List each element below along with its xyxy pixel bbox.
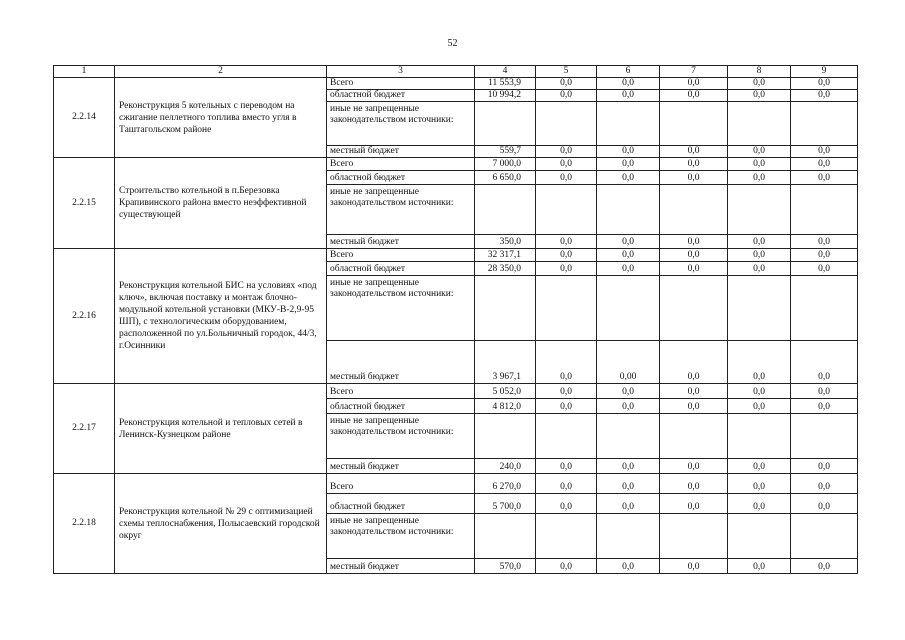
amount-year-cell: 0,0 [791,146,858,158]
header-cell: 5 [536,66,597,78]
header-cell: 7 [660,66,728,78]
amount-year-cell: 0,0 [728,494,791,514]
amount-year-cell: 0,0 [536,90,597,102]
header-cell: 2 [115,66,327,78]
amount-total-cell: 570,0 [475,559,536,574]
amount-total-cell [475,102,536,146]
amount-year-cell: 0,0 [728,459,791,474]
amount-year-cell: 0,0 [791,78,858,90]
amount-year-cell: 0,0 [536,384,597,399]
amount-year-cell: 0,0 [660,494,728,514]
amount-year-cell: 0,0 [660,474,728,494]
amount-total-cell: 5 700,0 [475,494,536,514]
amount-year-cell: 0,0 [791,90,858,102]
amount-year-cell [597,102,660,146]
amount-year-cell [536,185,597,235]
amount-year-cell [728,414,791,459]
activity-name: Реконструкция котельной и тепловых сетей в Ленинск-Кузнецком районе [115,384,327,474]
funding-source: областной бюджет [327,494,475,514]
amount-year-cell [536,414,597,459]
funding-source: местный бюджет [327,235,475,249]
activity-name: Реконструкция 5 котельных с переводом на сжигание пеллетного топлива вместо угля в Таштагольском районе [115,78,327,158]
amount-total-cell: 3 967,1 [475,341,536,384]
amount-year-cell: 0,0 [536,78,597,90]
amount-year-cell [660,514,728,559]
funding-source: иные не запрещенные законодательством источники: [327,185,475,235]
funding-source: местный бюджет [327,459,475,474]
amount-year-cell: 0,0 [791,262,858,276]
amount-year-cell: 0,0 [536,494,597,514]
amount-year-cell [791,102,858,146]
amount-year-cell: 0,0 [597,171,660,185]
amount-total-cell [475,414,536,459]
amount-year-cell: 0,0 [728,235,791,249]
amount-year-cell: 0,0 [791,341,858,384]
amount-year-cell [728,514,791,559]
amount-year-cell: 0,0 [728,399,791,414]
amount-year-cell: 0,0 [660,249,728,262]
amount-year-cell: 0,0 [660,158,728,171]
amount-year-cell: 0,0 [791,384,858,399]
amount-year-cell: 0,0 [728,474,791,494]
amount-year-cell: 0,0 [728,249,791,262]
amount-year-cell: 0,0 [597,474,660,494]
amount-year-cell [660,185,728,235]
activity-code: 2.2.17 [54,384,115,474]
amount-year-cell: 0,0 [597,494,660,514]
amount-year-cell [660,276,728,341]
funding-source: областной бюджет [327,171,475,185]
amount-year-cell: 0,0 [536,158,597,171]
funding-source: областной бюджет [327,262,475,276]
amount-year-cell: 0,0 [728,158,791,171]
amount-year-cell: 0,0 [597,399,660,414]
amount-year-cell: 0,0 [597,262,660,276]
budget-table [53,65,858,574]
amount-year-cell: 0,0 [791,559,858,574]
amount-year-cell: 0,0 [597,559,660,574]
amount-year-cell: 0,0 [536,559,597,574]
amount-total-cell: 10 994,2 [475,90,536,102]
amount-year-cell: 0,0 [660,235,728,249]
header-cell: 6 [597,66,660,78]
amount-year-cell: 0,0 [536,262,597,276]
header-cell: 8 [728,66,791,78]
total-row [54,78,858,90]
amount-year-cell [597,414,660,459]
amount-total-cell: 350,0 [475,235,536,249]
amount-total-cell: 6 650,0 [475,171,536,185]
funding-source: Всего [327,158,475,171]
funding-source: иные не запрещенные законодательством источники: [327,102,475,146]
amount-year-cell [536,102,597,146]
header-row [54,66,858,78]
amount-year-cell [791,276,858,341]
amount-total-cell: 32 317,1 [475,249,536,262]
amount-total-cell [475,185,536,235]
funding-source: иные не запрещенные законодательством источники: [327,276,475,341]
amount-year-cell: 0,0 [728,90,791,102]
header-cell: 1 [54,66,115,78]
funding-source: местный бюджет [327,146,475,158]
amount-year-cell: 0,0 [597,158,660,171]
amount-total-cell: 559,7 [475,146,536,158]
activity-name: Реконструкция котельной БИС на условиях «под ключ», включая поставку и монтаж блочно-модульной котельной установки (МКУ-В-2,9-95 ШП), с технологическим оборудованием, расположенной по ул.Больничный городок, 44/3, г.Осинники [115,249,327,384]
funding-source: иные не запрещенные законодательством источники: [327,514,475,559]
amount-year-cell [728,102,791,146]
amount-year-cell: 0,0 [660,146,728,158]
amount-year-cell: 0,0 [660,90,728,102]
amount-year-cell [536,276,597,341]
total-row [54,249,858,262]
activity-name: Реконструкция котельной № 29 с оптимизацией схемы теплоснабжения, Полысаевский городской округ [115,474,327,574]
amount-year-cell: 0,0 [660,399,728,414]
funding-source: местный бюджет [327,341,475,384]
amount-year-cell: 0,0 [597,90,660,102]
activity-code: 2.2.15 [54,158,115,249]
funding-source: Всего [327,78,475,90]
amount-year-cell: 0,0 [728,262,791,276]
amount-year-cell: 0,0 [728,78,791,90]
amount-year-cell [791,185,858,235]
amount-year-cell: 0,0 [660,78,728,90]
activity-name: Строительство котельной в п.Березовка Крапивинского района вместо неэффективной существующей [115,158,327,249]
page-number: 52 [447,38,458,49]
funding-source: Всего [327,384,475,399]
amount-year-cell: 0,00 [597,341,660,384]
amount-year-cell: 0,0 [728,341,791,384]
amount-year-cell: 0,0 [660,341,728,384]
funding-source: областной бюджет [327,399,475,414]
amount-total-cell: 7 000,0 [475,158,536,171]
funding-source: областной бюджет [327,90,475,102]
amount-year-cell [597,514,660,559]
amount-year-cell: 0,0 [660,459,728,474]
header-cell: 9 [791,66,858,78]
table-body [54,66,858,574]
amount-year-cell: 0,0 [597,146,660,158]
amount-year-cell: 0,0 [791,494,858,514]
amount-year-cell [791,414,858,459]
amount-total-cell: 11 553,9 [475,78,536,90]
amount-year-cell: 0,0 [597,78,660,90]
amount-year-cell: 0,0 [536,249,597,262]
amount-total-cell: 28 350,0 [475,262,536,276]
amount-year-cell: 0,0 [791,249,858,262]
amount-total-cell [475,276,536,341]
amount-year-cell: 0,0 [791,459,858,474]
amount-total-cell [475,514,536,559]
amount-year-cell: 0,0 [791,158,858,171]
header-cell: 4 [475,66,536,78]
activity-code: 2.2.16 [54,249,115,384]
amount-year-cell [728,276,791,341]
amount-year-cell: 0,0 [660,384,728,399]
amount-year-cell [728,185,791,235]
amount-year-cell: 0,0 [536,235,597,249]
amount-year-cell: 0,0 [536,474,597,494]
amount-year-cell [597,185,660,235]
amount-year-cell: 0,0 [597,459,660,474]
funding-source: местный бюджет [327,559,475,574]
activity-code: 2.2.18 [54,474,115,574]
total-row [54,474,858,494]
amount-total-cell: 5 052,0 [475,384,536,399]
total-row [54,384,858,399]
amount-year-cell: 0,0 [728,384,791,399]
funding-source: Всего [327,249,475,262]
amount-year-cell: 0,0 [791,235,858,249]
amount-year-cell [660,414,728,459]
amount-year-cell: 0,0 [791,474,858,494]
amount-year-cell: 0,0 [536,459,597,474]
amount-year-cell: 0,0 [791,399,858,414]
funding-source: иные не запрещенные законодательством источники: [327,414,475,459]
funding-source: Всего [327,474,475,494]
amount-year-cell: 0,0 [728,146,791,158]
amount-year-cell: 0,0 [660,262,728,276]
header-cell: 3 [327,66,475,78]
amount-total-cell: 240,0 [475,459,536,474]
total-row [54,158,858,171]
amount-year-cell: 0,0 [660,171,728,185]
amount-total-cell: 6 270,0 [475,474,536,494]
amount-total-cell: 4 812,0 [475,399,536,414]
amount-year-cell: 0,0 [791,171,858,185]
activity-code: 2.2.14 [54,78,115,158]
amount-year-cell [536,514,597,559]
amount-year-cell: 0,0 [728,171,791,185]
amount-year-cell [660,102,728,146]
amount-year-cell: 0,0 [597,235,660,249]
amount-year-cell: 0,0 [597,384,660,399]
amount-year-cell: 0,0 [728,559,791,574]
amount-year-cell: 0,0 [536,146,597,158]
amount-year-cell: 0,0 [536,399,597,414]
amount-year-cell [597,276,660,341]
amount-year-cell: 0,0 [660,559,728,574]
amount-year-cell: 0,0 [536,341,597,384]
amount-year-cell [791,514,858,559]
amount-year-cell: 0,0 [597,249,660,262]
amount-year-cell: 0,0 [536,171,597,185]
